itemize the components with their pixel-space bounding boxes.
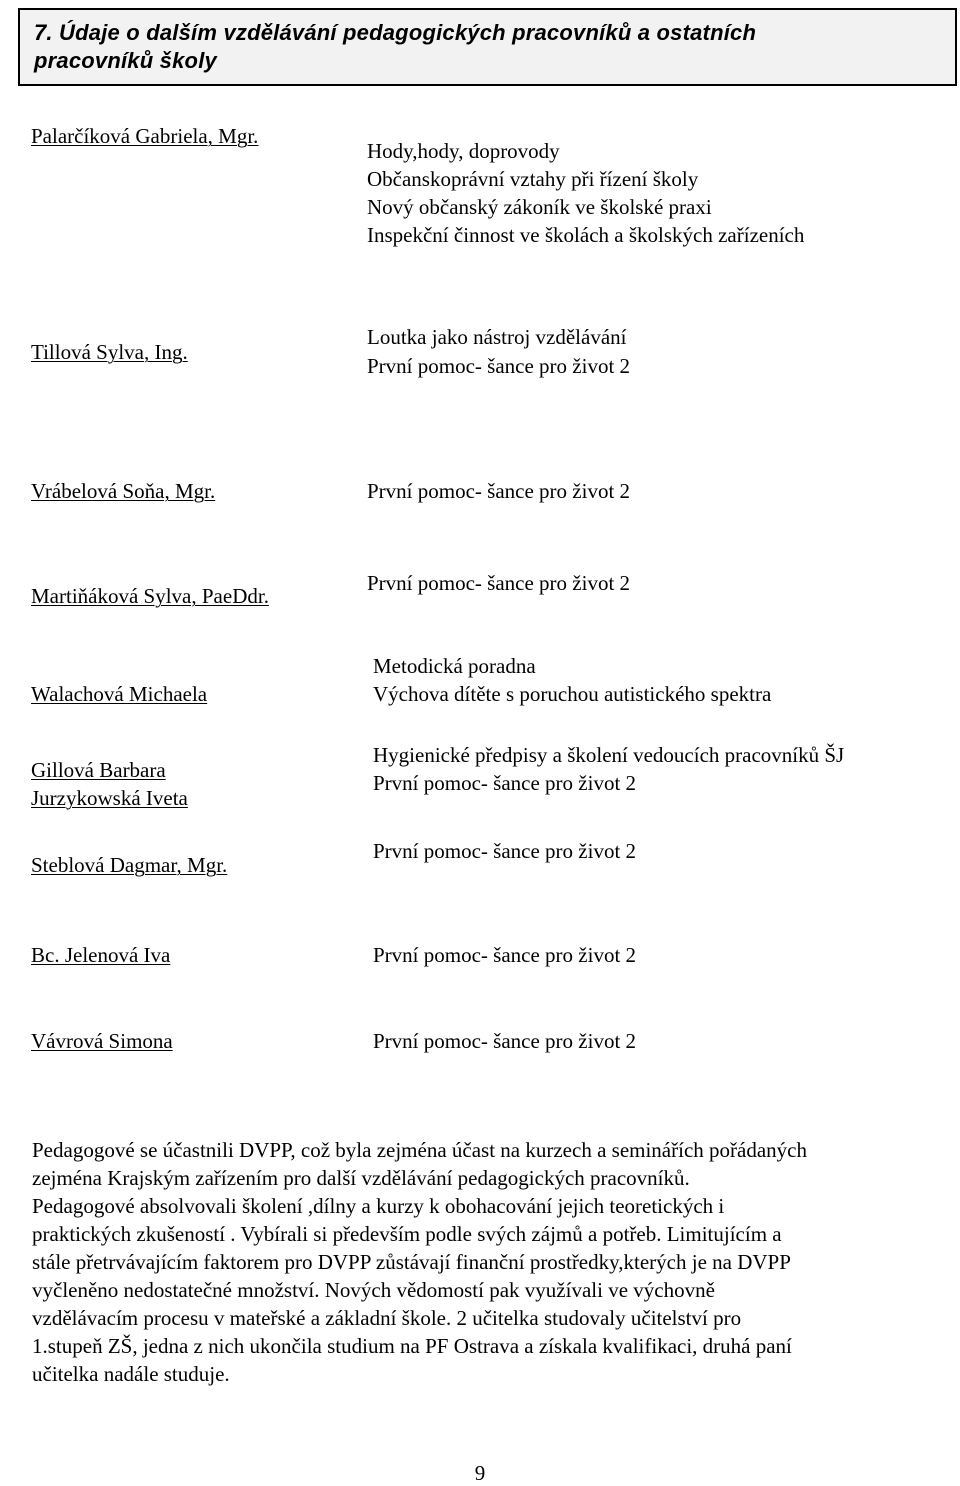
staff-name-gillova: Gillová Barbara (31, 758, 166, 782)
course-item: Nový občanský zákoník ve školské praxi (367, 195, 712, 219)
course-item: Metodická poradna (373, 654, 536, 678)
section-heading-line-1: 7. Údaje o dalším vzdělávání pedagogických pracovníků a ostatních (34, 20, 757, 45)
staff-name-martinakova: Martiňáková Sylva, PaeDdr. (31, 584, 269, 608)
course-item: Hody,hody, doprovody (367, 139, 560, 163)
course-item: První pomoc- šance pro život 2 (373, 771, 637, 795)
staff-name-steblova: Steblová Dagmar, Mgr. (31, 853, 228, 877)
section-heading-box (18, 8, 957, 86)
staff-name-tillova: Tillová Sylva, Ing. (31, 340, 188, 364)
paragraph-line: Pedagogové se účastnili DVPP, což byla zejména účast na kurzech a seminářích pořádaných (32, 1138, 807, 1162)
section-heading-line-2: pracovníků školy (34, 48, 217, 73)
course-item: Loutka jako nástroj vzdělávání (367, 325, 627, 349)
course-item: Občanskoprávní vztahy při řízení školy (367, 167, 699, 191)
paragraph-line: 1.stupeň ZŠ, jedna z nich ukončila studium na PF Ostrava a získala kvalifikaci, druhá paní (32, 1334, 792, 1358)
course-item: První pomoc- šance pro život 2 (367, 354, 631, 378)
course-item: Inspekční činnost ve školách a školských zařízeních (367, 223, 805, 247)
course-item: První pomoc- šance pro život 2 (373, 839, 637, 863)
paragraph-line: učitelka nadále studuje. (32, 1362, 230, 1386)
paragraph-line: Pedagogové absolvovali školení ,dílny a kurzy k obohacování jejich teoretických i (32, 1194, 725, 1218)
paragraph-line: zejména Krajským zařízením pro další vzdělávání pedagogických pracovníků. (32, 1166, 690, 1190)
page-number: 9 (474, 1461, 486, 1485)
summary-paragraph (32, 1136, 947, 1388)
course-item: První pomoc- šance pro život 2 (367, 571, 631, 595)
course-item: Výchova dítěte s poruchou autistického spektra (373, 682, 772, 706)
paragraph-line: stále přetrvávajícím faktorem pro DVPP zůstávají finanční prostředky,kterých je na DVPP (32, 1250, 791, 1274)
staff-name-jurzykowska: Jurzykowská Iveta (31, 786, 188, 810)
course-item: Hygienické předpisy a školení vedoucích pracovníků ŠJ (373, 743, 845, 767)
staff-name-walachova: Walachová Michaela (31, 682, 208, 706)
staff-name-vrabelova: Vrábelová Soňa, Mgr. (31, 479, 216, 503)
paragraph-line: vzdělávacím procesu v mateřské a základní škole. 2 učitelka studovaly učitelství pro (32, 1306, 742, 1330)
course-item: První pomoc- šance pro život 2 (373, 943, 637, 967)
paragraph-line: vyčleněno nedostatečné množství. Nových vědomostí pak využívali ve výchovně (32, 1278, 715, 1302)
staff-name-vavrova: Vávrová Simona (31, 1029, 173, 1053)
course-item: První pomoc- šance pro život 2 (367, 479, 631, 503)
course-item: První pomoc- šance pro život 2 (373, 1029, 637, 1053)
staff-name-jelenova: Bc. Jelenová Iva (31, 943, 171, 967)
paragraph-line: praktických zkušeností . Vybírali si především podle svých zájmů a potřeb. Limitujícím a (32, 1222, 782, 1246)
staff-name-palarcikova: Palarčíková Gabriela, Mgr. (31, 124, 259, 148)
